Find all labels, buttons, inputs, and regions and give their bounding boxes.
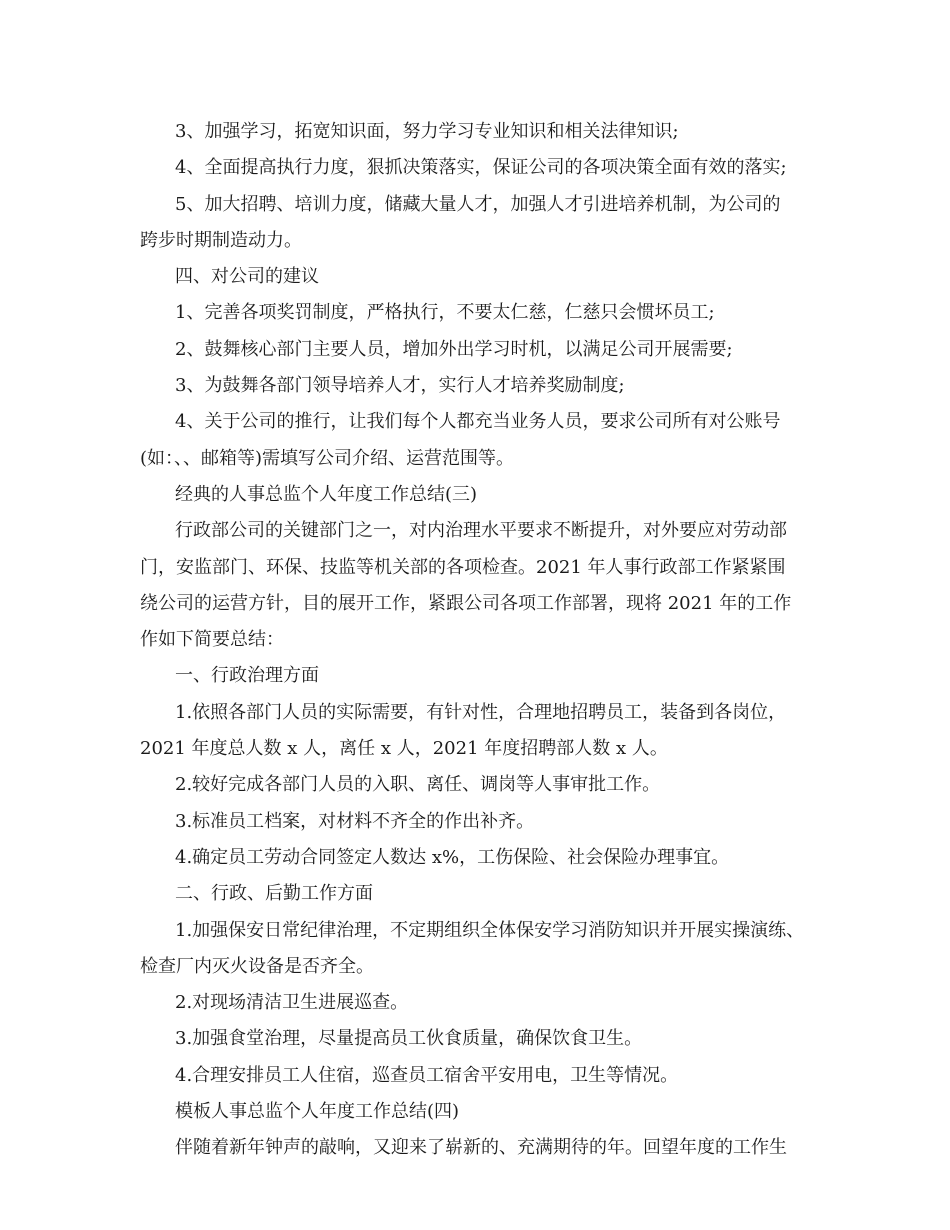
text-line: 绕公司的运营方针，目的展开工作，紧跟公司各项工作部署，现将 2021 年的工作 — [140, 592, 792, 614]
text-line: 行政部公司的关键部门之一，对内治理水平要求不断提升，对外要应对劳动部 — [175, 520, 787, 542]
text-line: 2021 年度总人数 x 人，离任 x 人，2021 年度招聘部人数 x 人。 — [140, 738, 668, 760]
text-line: 模板人事总监个人年度工作总结(四) — [175, 1101, 460, 1123]
text-line: 2、鼓舞核心部门主要人员，增加外出学习时机，以满足公司开展需要; — [175, 338, 733, 360]
text-line: 1.依照各部门人员的实际需要，有针对性，合理地招聘员工，装备到各岗位， — [175, 701, 787, 723]
text-line: 4.确定员工劳动合同签定人数达 x%，工伤保险、社会保险办理事宜。 — [175, 846, 730, 868]
text-line: (如：、、邮箱等)需填写公司介绍、运营范围等。 — [140, 447, 515, 469]
text-line: 2.较好完成各部门人员的入职、离任、调岗等人事审批工作。 — [175, 774, 661, 796]
text-line: 4、全面提高执行力度，狠抓决策落实，保证公司的各项决策全面有效的落实; — [175, 157, 787, 179]
text-line: 一、行政治理方面 — [175, 665, 319, 687]
text-line: 1.加强保安日常纪律治理，不定期组织全体保安学习消防知识并开展实操演练、 — [175, 919, 805, 941]
text-line: 3、为鼓舞各部门领导培养人才，实行人才培养奖励制度; — [175, 375, 625, 397]
text-line: 经典的人事总监个人年度工作总结(三) — [175, 483, 478, 505]
text-line: 1、完善各项奖罚制度，严格执行，不要太仁慈，仁慈只会惯坏员工; — [175, 302, 715, 324]
text-line: 作如下简要总结： — [140, 629, 284, 651]
text-line: 5、加大招聘、培训力度，储藏大量人才，加强人才引进培养机制，为公司的 — [175, 193, 781, 215]
text-line: 2.对现场清洁卫生进展巡查。 — [175, 992, 409, 1014]
text-line: 二、行政、后勤工作方面 — [175, 883, 373, 905]
text-line: 跨步时期制造动力。 — [140, 229, 302, 251]
text-line: 四、对公司的建议 — [175, 266, 319, 288]
text-line: 3.标准员工档案，对材料不齐全的作出补齐。 — [175, 810, 535, 832]
text-line: 3.加强食堂治理，尽量提高员工伙食质量，确保饮食卫生。 — [175, 1028, 643, 1050]
text-line: 检查厂内灭火设备是否齐全。 — [140, 955, 374, 977]
document-body — [140, 114, 820, 1167]
text-line: 门，安监部门、环保、技监等机关部的各项检查。2021 年人事行政部工作紧紧围 — [140, 556, 786, 578]
text-line: 4、关于公司的推行，让我们每个人都充当业务人员，要求公司所有对公账号 — [175, 411, 781, 433]
text-line: 伴随着新年钟声的敲响，又迎来了崭新的、充满期待的年。回望年度的工作生 — [175, 1137, 787, 1159]
text-line: 4.合理安排员工人住宿，巡查员工宿舍平安用电，卫生等情况。 — [175, 1064, 679, 1086]
text-line: 3、加强学习，拓宽知识面，努力学习专业知识和相关法律知识; — [175, 121, 679, 142]
